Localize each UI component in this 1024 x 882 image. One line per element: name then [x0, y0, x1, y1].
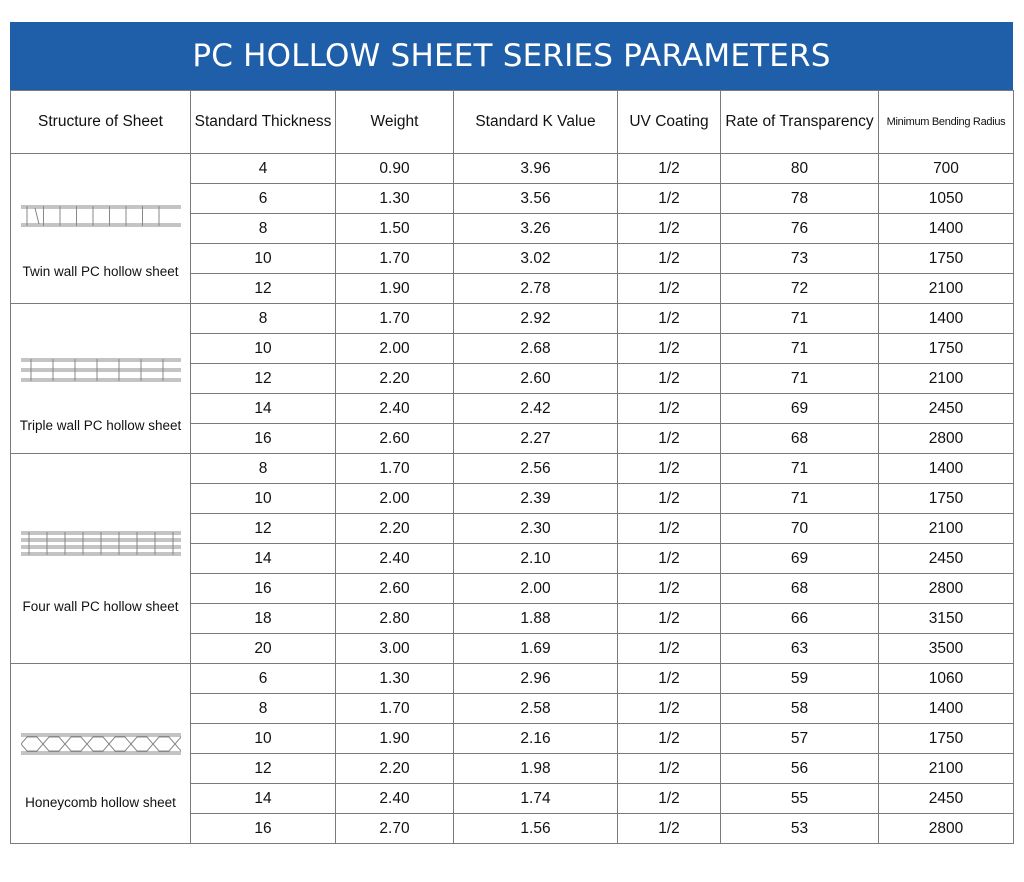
cell-transparency: 53: [721, 814, 879, 844]
table-row: [11, 664, 1014, 694]
cell-weight: 3.00: [336, 634, 454, 664]
cell-thickness: 18: [191, 604, 336, 634]
cell-transparency: 68: [721, 574, 879, 604]
cell-weight: 2.40: [336, 784, 454, 814]
cell-bending-radius: 2100: [879, 364, 1014, 394]
cell-uv-coating: 1/2: [618, 664, 721, 694]
cell-thickness: 8: [191, 694, 336, 724]
cell-uv-coating: 1/2: [618, 454, 721, 484]
cell-transparency: 71: [721, 304, 879, 334]
cell-bending-radius: 1400: [879, 214, 1014, 244]
cell-bending-radius: 1400: [879, 454, 1014, 484]
cell-transparency: 78: [721, 184, 879, 214]
page-title: PC HOLLOW SHEET SERIES PARAMETERS: [10, 22, 1013, 90]
cell-weight: 1.50: [336, 214, 454, 244]
cell-transparency: 55: [721, 784, 879, 814]
cell-weight: 2.00: [336, 484, 454, 514]
cell-uv-coating: 1/2: [618, 754, 721, 784]
cell-bending-radius: 2100: [879, 514, 1014, 544]
cell-bending-radius: 700: [879, 154, 1014, 184]
cell-thickness: 8: [191, 214, 336, 244]
cell-uv-coating: 1/2: [618, 334, 721, 364]
structure-label: Twin wall PC hollow sheet: [22, 264, 179, 279]
cell-bending-radius: 2800: [879, 424, 1014, 454]
cell-thickness: 8: [191, 454, 336, 484]
cell-uv-coating: 1/2: [618, 274, 721, 304]
four-wall-structure-icon: [21, 530, 181, 563]
cell-transparency: 71: [721, 364, 879, 394]
cell-bending-radius: 2450: [879, 784, 1014, 814]
cell-bending-radius: 1750: [879, 484, 1014, 514]
cell-transparency: 56: [721, 754, 879, 784]
cell-bending-radius: 1750: [879, 334, 1014, 364]
triple-wall-structure-icon: [21, 356, 181, 389]
cell-thickness: 16: [191, 574, 336, 604]
table-row: [11, 304, 1014, 334]
cell-transparency: 68: [721, 424, 879, 454]
cell-bending-radius: 2800: [879, 814, 1014, 844]
cell-uv-coating: 1/2: [618, 214, 721, 244]
cell-uv-coating: 1/2: [618, 304, 721, 334]
parameters-table: [10, 90, 1014, 844]
cell-bending-radius: 1060: [879, 664, 1014, 694]
cell-k-value: 3.26: [454, 214, 618, 244]
cell-k-value: 1.69: [454, 634, 618, 664]
cell-transparency: 63: [721, 634, 879, 664]
cell-bending-radius: 2100: [879, 274, 1014, 304]
header-weight: Weight: [336, 91, 454, 154]
cell-thickness: 12: [191, 514, 336, 544]
parameters-sheet: [10, 22, 1013, 844]
cell-uv-coating: 1/2: [618, 814, 721, 844]
cell-weight: 1.70: [336, 454, 454, 484]
structure-cell: [11, 154, 191, 304]
cell-uv-coating: 1/2: [618, 694, 721, 724]
cell-bending-radius: 2800: [879, 574, 1014, 604]
cell-weight: 2.20: [336, 754, 454, 784]
table-row: [11, 154, 1014, 184]
structure-cell: [11, 664, 191, 844]
cell-k-value: 2.42: [454, 394, 618, 424]
cell-k-value: 2.78: [454, 274, 618, 304]
cell-k-value: 2.16: [454, 724, 618, 754]
twin-wall-structure-icon: [21, 202, 181, 235]
cell-weight: 1.30: [336, 664, 454, 694]
cell-transparency: 59: [721, 664, 879, 694]
cell-thickness: 4: [191, 154, 336, 184]
cell-weight: 2.60: [336, 574, 454, 604]
cell-transparency: 76: [721, 214, 879, 244]
cell-thickness: 10: [191, 244, 336, 274]
cell-thickness: 16: [191, 814, 336, 844]
table-row: [11, 454, 1014, 484]
cell-uv-coating: 1/2: [618, 604, 721, 634]
cell-k-value: 2.10: [454, 544, 618, 574]
cell-k-value: 2.92: [454, 304, 618, 334]
cell-transparency: 71: [721, 454, 879, 484]
structure-label: Triple wall PC hollow sheet: [19, 418, 182, 433]
cell-uv-coating: 1/2: [618, 784, 721, 814]
cell-weight: 2.60: [336, 424, 454, 454]
cell-thickness: 10: [191, 724, 336, 754]
cell-k-value: 2.27: [454, 424, 618, 454]
cell-bending-radius: 1400: [879, 694, 1014, 724]
cell-thickness: 12: [191, 754, 336, 784]
cell-k-value: 2.60: [454, 364, 618, 394]
cell-thickness: 14: [191, 784, 336, 814]
header-row: [11, 91, 1014, 154]
cell-bending-radius: 2450: [879, 544, 1014, 574]
structure-cell: [11, 304, 191, 454]
cell-k-value: 2.68: [454, 334, 618, 364]
cell-weight: 1.30: [336, 184, 454, 214]
cell-uv-coating: 1/2: [618, 724, 721, 754]
cell-uv-coating: 1/2: [618, 634, 721, 664]
cell-weight: 2.20: [336, 514, 454, 544]
cell-transparency: 58: [721, 694, 879, 724]
cell-uv-coating: 1/2: [618, 544, 721, 574]
structure-label: Honeycomb hollow sheet: [25, 795, 176, 810]
cell-bending-radius: 3500: [879, 634, 1014, 664]
cell-k-value: 3.96: [454, 154, 618, 184]
cell-thickness: 14: [191, 544, 336, 574]
cell-thickness: 10: [191, 484, 336, 514]
cell-bending-radius: 1750: [879, 244, 1014, 274]
cell-uv-coating: 1/2: [618, 424, 721, 454]
header-k-value: Standard K Value: [454, 91, 618, 154]
cell-thickness: 12: [191, 364, 336, 394]
cell-transparency: 69: [721, 544, 879, 574]
cell-bending-radius: 2100: [879, 754, 1014, 784]
cell-thickness: 8: [191, 304, 336, 334]
cell-k-value: 2.56: [454, 454, 618, 484]
cell-transparency: 73: [721, 244, 879, 274]
cell-k-value: 1.88: [454, 604, 618, 634]
cell-k-value: 2.39: [454, 484, 618, 514]
cell-transparency: 71: [721, 484, 879, 514]
cell-weight: 2.40: [336, 394, 454, 424]
cell-k-value: 2.96: [454, 664, 618, 694]
cell-k-value: 2.00: [454, 574, 618, 604]
cell-weight: 0.90: [336, 154, 454, 184]
cell-weight: 2.70: [336, 814, 454, 844]
cell-uv-coating: 1/2: [618, 514, 721, 544]
cell-k-value: 1.56: [454, 814, 618, 844]
structure-cell: [11, 454, 191, 664]
cell-transparency: 80: [721, 154, 879, 184]
header-bending-radius: Minimum Bending Radius: [879, 91, 1014, 154]
cell-bending-radius: 2450: [879, 394, 1014, 424]
header-structure: Structure of Sheet: [11, 91, 191, 154]
cell-bending-radius: 3150: [879, 604, 1014, 634]
cell-weight: 1.70: [336, 304, 454, 334]
header-transparency: Rate of Transparency: [721, 91, 879, 154]
cell-thickness: 16: [191, 424, 336, 454]
cell-uv-coating: 1/2: [618, 484, 721, 514]
cell-thickness: 14: [191, 394, 336, 424]
cell-transparency: 66: [721, 604, 879, 634]
cell-uv-coating: 1/2: [618, 394, 721, 424]
cell-uv-coating: 1/2: [618, 364, 721, 394]
cell-weight: 1.90: [336, 274, 454, 304]
cell-thickness: 6: [191, 664, 336, 694]
cell-weight: 2.00: [336, 334, 454, 364]
cell-weight: 2.20: [336, 364, 454, 394]
cell-k-value: 2.58: [454, 694, 618, 724]
cell-bending-radius: 1400: [879, 304, 1014, 334]
cell-k-value: 3.02: [454, 244, 618, 274]
header-uv-coating: UV Coating: [618, 91, 721, 154]
cell-bending-radius: 1050: [879, 184, 1014, 214]
cell-weight: 1.90: [336, 724, 454, 754]
cell-k-value: 1.74: [454, 784, 618, 814]
cell-thickness: 12: [191, 274, 336, 304]
structure-label: Four wall PC hollow sheet: [22, 599, 179, 614]
cell-transparency: 57: [721, 724, 879, 754]
cell-thickness: 20: [191, 634, 336, 664]
cell-weight: 1.70: [336, 244, 454, 274]
cell-uv-coating: 1/2: [618, 154, 721, 184]
cell-k-value: 1.98: [454, 754, 618, 784]
cell-thickness: 10: [191, 334, 336, 364]
honeycomb-structure-icon: [21, 730, 181, 763]
cell-bending-radius: 1750: [879, 724, 1014, 754]
cell-transparency: 72: [721, 274, 879, 304]
cell-thickness: 6: [191, 184, 336, 214]
cell-weight: 1.70: [336, 694, 454, 724]
cell-transparency: 69: [721, 394, 879, 424]
cell-uv-coating: 1/2: [618, 574, 721, 604]
cell-k-value: 3.56: [454, 184, 618, 214]
cell-uv-coating: 1/2: [618, 184, 721, 214]
cell-uv-coating: 1/2: [618, 244, 721, 274]
cell-k-value: 2.30: [454, 514, 618, 544]
header-thickness: Standard Thickness: [191, 91, 336, 154]
cell-weight: 2.40: [336, 544, 454, 574]
cell-weight: 2.80: [336, 604, 454, 634]
cell-transparency: 70: [721, 514, 879, 544]
cell-transparency: 71: [721, 334, 879, 364]
